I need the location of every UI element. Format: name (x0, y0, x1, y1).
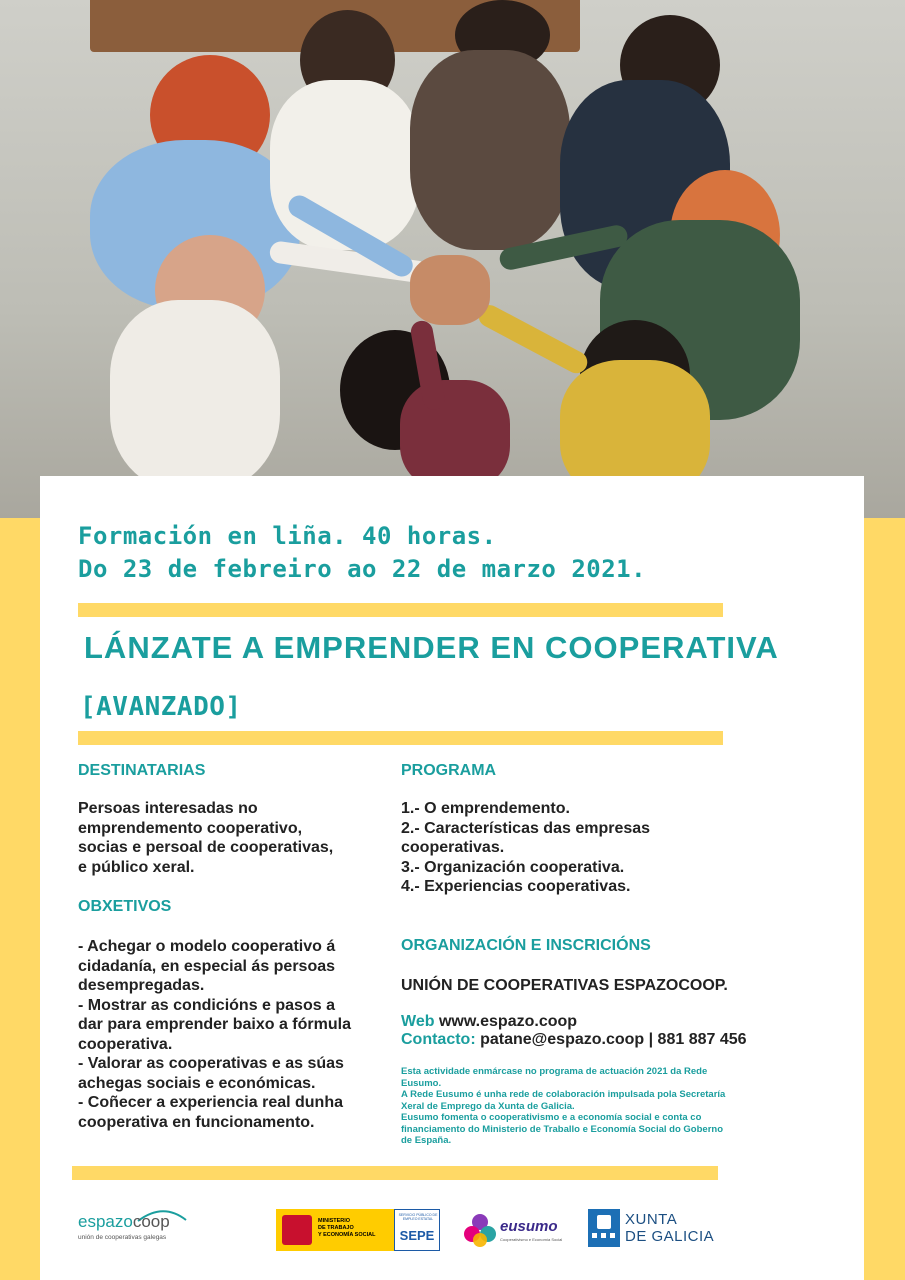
photo-stacked-hands (410, 255, 490, 325)
eusumo-wordmark: eusumo (500, 1218, 558, 1235)
text-line: - Coñecer a experiencia real dunha (78, 1094, 343, 1111)
course-intro (78, 520, 646, 586)
note-line: de España. (401, 1135, 452, 1146)
text-line: e público xeral. (78, 858, 195, 876)
text-line: - Mostrar as condicións e pasos a (78, 996, 335, 1014)
text-line: socias e persoal de cooperativas, (78, 839, 334, 856)
note-line: A Rede Eusumo é unha rede de colaboración impulsada pola Secretaría (401, 1089, 726, 1100)
espazocoop-main: espazo (78, 1212, 133, 1231)
galicia-shield-icon (588, 1209, 620, 1247)
espazocoop-tagline: unión de cooperativas galegas (78, 1234, 167, 1241)
text-line: dar para emprender baixo a fórmula (78, 1016, 351, 1033)
organizacion-heading: ORGANIZACIÓN E INSCRICIÓNS (401, 937, 651, 954)
text-line: cooperativas. (401, 839, 505, 856)
divider-bar-middle (78, 731, 723, 745)
sepe-wordmark: SEPE (399, 1228, 435, 1243)
xunta-line: DE GALICIA (625, 1228, 715, 1245)
spain-coat-of-arms-icon (282, 1215, 312, 1245)
text-line: 4.- Experiencias cooperativas. (401, 878, 631, 895)
espazocoop-wordmark (78, 1212, 170, 1232)
destinatarias-text (78, 799, 333, 877)
obxetivos-text (78, 937, 351, 1132)
ministerio-logo (276, 1209, 394, 1251)
text-line: cooperativa en funcionamento. (78, 1113, 315, 1131)
text-line: achegas sociais e económicas. (78, 1074, 316, 1092)
photo-person-dark-sweater (410, 50, 570, 250)
funding-note (401, 1066, 725, 1147)
text-line: - Achegar o modelo cooperativo á (78, 938, 336, 955)
text-line: 2.- Características das empresas (401, 819, 651, 837)
course-title: LÁNZATE A EMPRENDER EN COOPERATIVA (84, 630, 779, 665)
course-dates: Do 23 de febreiro ao 22 de marzo 2021. (78, 555, 647, 583)
xunta-line: XUNTA (625, 1211, 678, 1228)
xunta-logo (588, 1209, 718, 1251)
note-line: financiamento do Ministerio de Traballo e Economía Social do Goberno (401, 1123, 723, 1135)
espazocoop-coop: coop (132, 1212, 170, 1231)
photo-person-maroon (400, 380, 510, 490)
course-format: Formación en liña. 40 horas. (78, 522, 497, 550)
text-line: emprendemento cooperativo, (78, 819, 303, 837)
photo-arm (475, 301, 591, 377)
text-line: cooperativa. (78, 1035, 173, 1053)
note-line: Xeral de Emprego da Xunta de Galicia. (401, 1100, 575, 1112)
programa-heading: PROGRAMA (401, 762, 497, 779)
photo-person-white-shirt (110, 300, 280, 490)
divider-bar-bottom (72, 1166, 718, 1180)
espazocoop-logo (78, 1212, 188, 1252)
divider-bar-top (78, 603, 723, 617)
sepe-caption: SERVICIO PÚBLICO DE EMPLEO ESTATAL (398, 1213, 438, 1221)
text-line: 1.- O emprendemento. (401, 800, 570, 817)
organization-name: UNIÓN DE COOPERATIVAS ESPAZOCOOP. (401, 977, 728, 994)
ministerio-line: MINISTERIO (318, 1218, 351, 1224)
contact-label: Contacto: (401, 1031, 476, 1048)
note-line: Esta actividade enmárcase no programa de actuación 2021 da Rede (401, 1066, 708, 1077)
web-line (401, 1012, 577, 1032)
course-level: [AVANZADO] (80, 692, 242, 722)
eusumo-tagline: Cooperativismo e Economía Social (500, 1237, 563, 1242)
note-line: Eusumo fomenta o cooperativismo e a economía social e conta co (401, 1112, 702, 1123)
text-line: 3.- Organización cooperativa. (401, 858, 625, 876)
contact-value[interactable]: patane@espazo.coop | 881 887 456 (480, 1031, 747, 1048)
ministerio-text (318, 1218, 375, 1239)
text-line: desempregadas. (78, 977, 205, 994)
destinatarias-heading: DESTINATARIAS (78, 762, 206, 779)
programa-text (401, 799, 650, 897)
eusumo-logo (462, 1210, 562, 1250)
web-label: Web (401, 1013, 435, 1030)
ministerio-line: Y ECONOMÍA SOCIAL (318, 1232, 376, 1238)
text-line: Persoas interesadas no (78, 800, 258, 817)
text-line: cidadanía, en especial ás persoas (78, 957, 336, 975)
sepe-logo (394, 1209, 440, 1251)
xunta-wordmark (625, 1211, 714, 1245)
obxetivos-heading: OBXETIVOS (78, 898, 172, 915)
hero-photo (0, 0, 905, 518)
text-line: - Valorar as cooperativas e as súas (78, 1055, 344, 1072)
contact-line (401, 1030, 747, 1050)
eusumo-flower-icon (462, 1212, 498, 1248)
web-link[interactable]: www.espazo.coop (438, 1013, 578, 1030)
note-line: Eusumo. (401, 1077, 442, 1089)
ministerio-line: DE TRABAJO (318, 1225, 354, 1231)
